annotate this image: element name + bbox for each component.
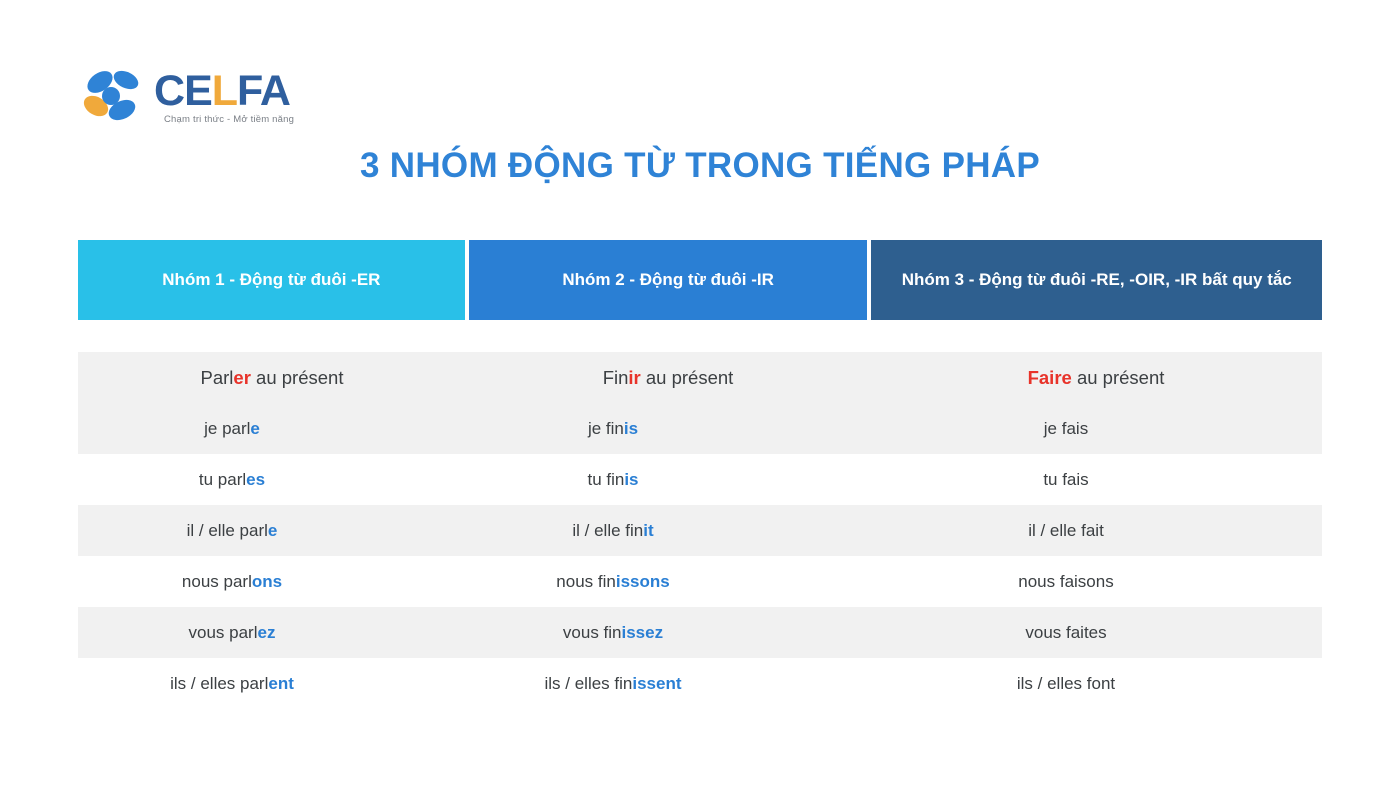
conjugation-stem: vous faites	[1025, 622, 1107, 642]
header-ending-3: Faire	[1027, 366, 1072, 388]
conjugation-cell-1	[78, 403, 466, 454]
conjugation-table	[78, 352, 1322, 709]
column-header-finir	[466, 352, 870, 403]
logo-tagline: Chạm tri thức - Mở tiềm năng	[164, 114, 295, 125]
brand-logo	[82, 62, 312, 140]
conjugation-cell-2	[466, 658, 870, 709]
conjugation-cell-3	[870, 403, 1322, 454]
verb-group-header-bar	[78, 240, 1322, 320]
conjugation-ending: es	[246, 469, 266, 489]
conjugation-cell-2	[466, 454, 870, 505]
table-row	[78, 505, 1322, 556]
conjugation-ending: issent	[632, 673, 682, 693]
header-rest-3: au présent	[1071, 366, 1165, 388]
conjugation-cell-3	[870, 607, 1322, 658]
conjugation-stem: je fin	[587, 418, 624, 438]
conjugation-stem: ils / elles fin	[544, 673, 633, 693]
conjugation-cell-2	[466, 607, 870, 658]
conjugation-ending: it	[643, 520, 654, 540]
column-header-parler	[78, 352, 466, 403]
logo-letter-fa: FA	[237, 67, 290, 115]
header-ending-2: ir	[628, 366, 641, 388]
logo-letter-l: L	[211, 67, 238, 115]
conjugation-ending: e	[267, 520, 278, 540]
page-title: 3 NHÓM ĐỘNG TỪ TRONG TIẾNG PHÁP	[359, 146, 1041, 185]
conjugation-stem: je parl	[204, 418, 251, 438]
conjugation-stem: ils / elles parl	[170, 673, 269, 693]
conjugation-stem: tu parl	[198, 469, 247, 489]
logo-wordmark	[154, 67, 290, 115]
celfa-flower-logo-icon	[82, 66, 154, 128]
logo-letter-c: C	[154, 67, 185, 115]
conjugation-cell-1	[78, 556, 466, 607]
table-header-row	[78, 352, 1322, 403]
header-rest-1: au présent	[250, 366, 344, 388]
conjugation-stem: ils / elles font	[1016, 673, 1116, 693]
conjugation-ending: issez	[621, 622, 664, 642]
conjugation-ending: is	[623, 418, 639, 438]
column-header-faire	[870, 352, 1322, 403]
conjugation-stem: il / elle fin	[572, 520, 644, 540]
conjugation-cell-1	[78, 607, 466, 658]
conjugation-cell-1	[78, 505, 466, 556]
table-body	[78, 403, 1322, 709]
table-row	[78, 607, 1322, 658]
verb-group-2-header: Nhóm 2 - Động từ đuôi -IR	[469, 240, 868, 320]
table-row	[78, 658, 1322, 709]
conjugation-cell-3	[870, 556, 1322, 607]
table-row	[78, 556, 1322, 607]
conjugation-ending: e	[250, 418, 260, 438]
conjugation-cell-2	[466, 556, 870, 607]
conjugation-cell-3	[870, 658, 1322, 709]
conjugation-stem: il / elle fait	[1028, 520, 1104, 540]
header-rest-2: au présent	[640, 366, 734, 388]
header-ending-1: er	[233, 366, 251, 388]
conjugation-cell-3	[870, 454, 1322, 505]
verb-group-1-header: Nhóm 1 - Động từ đuôi -ER	[78, 240, 465, 320]
conjugation-stem: tu fais	[1043, 469, 1089, 489]
conjugation-stem: nous fin	[556, 571, 616, 591]
table-row	[78, 454, 1322, 505]
conjugation-ending: issons	[615, 571, 670, 591]
conjugation-stem: nous faisons	[1018, 571, 1114, 591]
table-row	[78, 403, 1322, 454]
conjugation-ending: ent	[268, 673, 294, 693]
conjugation-ending: ons	[251, 571, 283, 591]
header-stem-2: Fin	[602, 366, 629, 388]
conjugation-stem: nous parl	[181, 571, 252, 591]
conjugation-cell-2	[466, 403, 870, 454]
conjugation-stem: vous fin	[562, 622, 622, 642]
conjugation-stem: je fais	[1043, 418, 1089, 438]
conjugation-ending: ez	[257, 622, 276, 642]
header-stem-1: Parl	[200, 366, 234, 388]
conjugation-cell-3	[870, 505, 1322, 556]
conjugation-stem: il / elle parl	[186, 520, 268, 540]
conjugation-stem: tu fin	[587, 469, 625, 489]
verb-group-3-header: Nhóm 3 - Động từ đuôi -RE, -OIR, -IR bất quy tắc	[871, 240, 1322, 320]
logo-letter-e: E	[184, 67, 212, 115]
conjugation-stem: vous parl	[188, 622, 258, 642]
conjugation-cell-2	[466, 505, 870, 556]
conjugation-cell-1	[78, 658, 466, 709]
conjugation-cell-1	[78, 454, 466, 505]
conjugation-ending: is	[624, 469, 639, 489]
